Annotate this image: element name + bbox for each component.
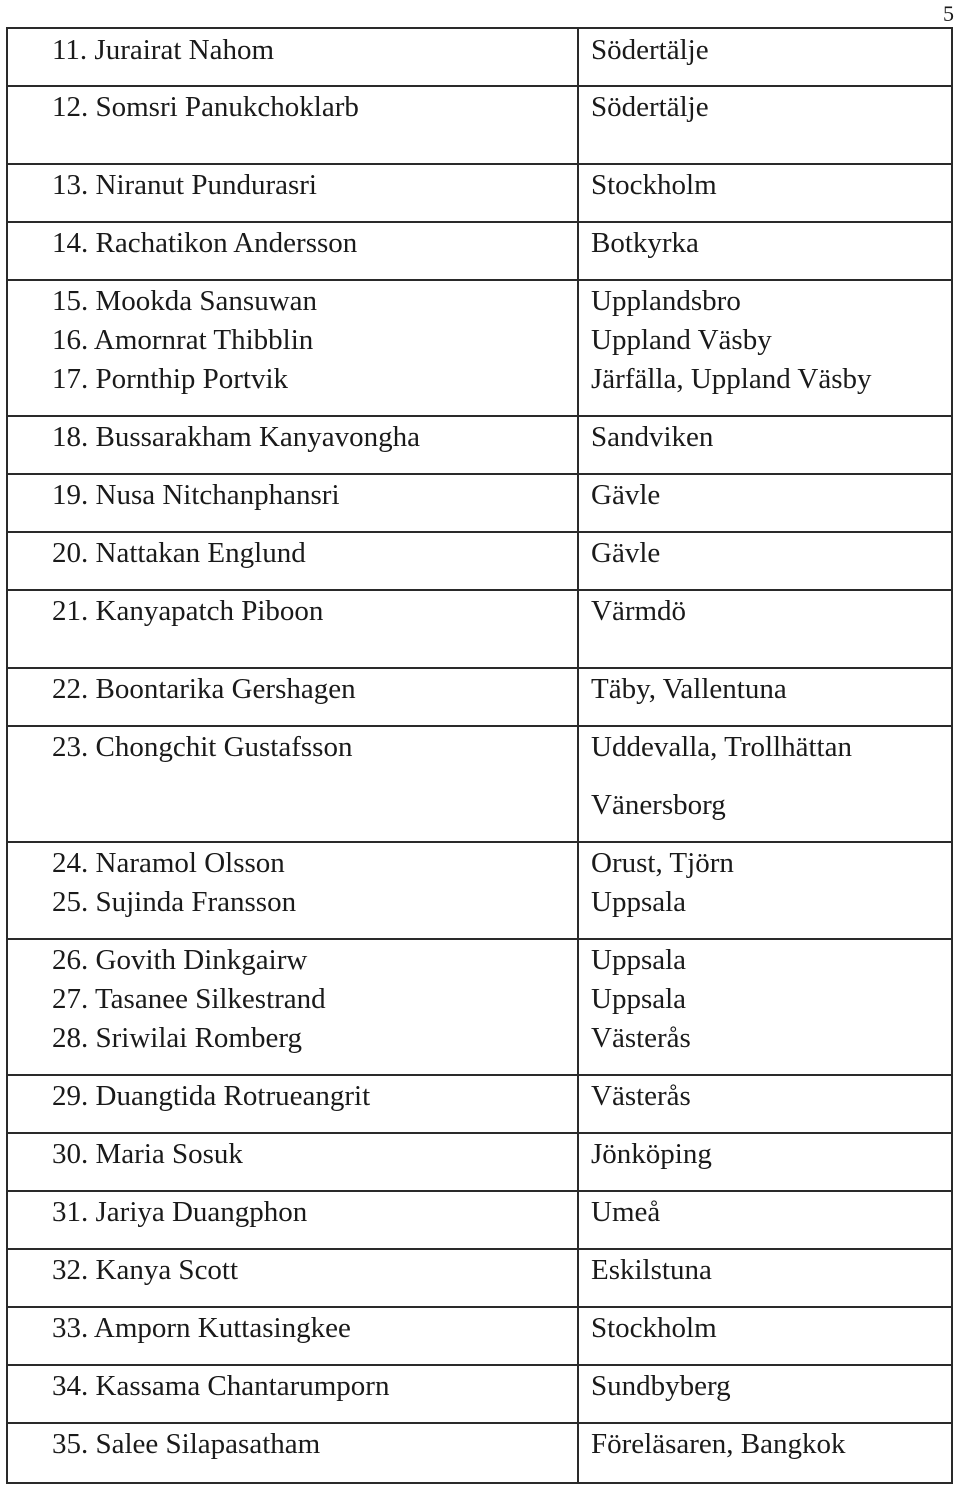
table-row bbox=[8, 87, 951, 165]
participant-name-text: 11. Jurairat Nahom bbox=[52, 34, 275, 66]
participant-name bbox=[8, 591, 579, 667]
participant-city-line: Västerås bbox=[591, 1080, 691, 1112]
table-row bbox=[8, 1076, 951, 1134]
table-row bbox=[8, 165, 951, 223]
participant-city bbox=[579, 1250, 951, 1306]
participant-city bbox=[579, 475, 951, 531]
participant-city bbox=[579, 1018, 951, 1074]
table-row bbox=[8, 29, 951, 87]
participant-name bbox=[8, 1076, 579, 1132]
participant-name-text: 16. Amornrat Thibblin bbox=[52, 324, 314, 356]
participant-name-text: 34. Kassama Chantarumporn bbox=[52, 1370, 390, 1402]
table-row bbox=[8, 940, 951, 979]
table-row bbox=[8, 533, 951, 591]
participant-name-text: 18. Bussarakham Kanyavongha bbox=[52, 421, 421, 453]
participant-name bbox=[8, 1134, 579, 1190]
participant-name bbox=[8, 669, 579, 725]
table-row bbox=[8, 417, 951, 475]
participant-name bbox=[8, 1308, 579, 1364]
participant-name bbox=[8, 1424, 579, 1482]
participant-name-text: 20. Nattakan Englund bbox=[52, 537, 306, 569]
table-row bbox=[8, 320, 951, 359]
participant-name-text: 32. Kanya Scott bbox=[52, 1254, 239, 1286]
participant-name bbox=[8, 223, 579, 279]
participant-name-text: 25. Sujinda Fransson bbox=[52, 886, 297, 918]
participant-name-text: 13. Niranut Pundurasri bbox=[52, 169, 317, 201]
participant-city-line: Föreläsaren, Bangkok bbox=[591, 1428, 846, 1460]
participant-city bbox=[579, 669, 951, 725]
participant-city-line: Uppsala bbox=[591, 944, 687, 976]
participant-name bbox=[8, 533, 579, 589]
participant-name bbox=[8, 165, 579, 221]
table-row bbox=[8, 359, 951, 417]
participant-city-line: Uppsala bbox=[591, 886, 687, 918]
participant-name-text: 28. Sriwilai Romberg bbox=[52, 1022, 302, 1054]
participant-name bbox=[8, 1192, 579, 1248]
participant-city bbox=[579, 165, 951, 221]
table-row bbox=[8, 882, 951, 940]
participant-city-line: Uppland Väsby bbox=[591, 324, 772, 356]
participant-city-line: Södertälje bbox=[591, 91, 709, 123]
participant-name-text: 21. Kanyapatch Piboon bbox=[52, 595, 324, 627]
table-row bbox=[8, 1308, 951, 1366]
participant-name bbox=[8, 29, 579, 85]
participant-name bbox=[8, 843, 579, 882]
participant-name bbox=[8, 940, 579, 979]
participant-city bbox=[579, 320, 951, 359]
participant-name-text: 24. Naramol Olsson bbox=[52, 847, 285, 879]
participant-name bbox=[8, 1250, 579, 1306]
participant-name bbox=[8, 979, 579, 1018]
participant-name-text: 19. Nusa Nitchanphansri bbox=[52, 479, 340, 511]
participant-city bbox=[579, 727, 951, 841]
participant-city bbox=[579, 29, 951, 85]
participant-city bbox=[579, 1308, 951, 1364]
participant-city bbox=[579, 1134, 951, 1190]
table-row bbox=[8, 475, 951, 533]
table-row bbox=[8, 669, 951, 727]
participant-city-line: Järfälla, Uppland Väsby bbox=[591, 363, 872, 395]
table-row bbox=[8, 1250, 951, 1308]
participant-city-line: Stockholm bbox=[591, 1312, 717, 1344]
participant-city-line: Sandviken bbox=[591, 421, 714, 453]
participant-name-text: 22. Boontarika Gershagen bbox=[52, 673, 356, 705]
table-row bbox=[8, 281, 951, 320]
participant-city-line: Uppsala bbox=[591, 983, 687, 1015]
participant-name-text: 35. Salee Silapasatham bbox=[52, 1428, 321, 1460]
table-row bbox=[8, 223, 951, 281]
table-row bbox=[8, 1366, 951, 1424]
table-row bbox=[8, 591, 951, 669]
participant-city-line: Gävle bbox=[591, 479, 661, 511]
participant-city bbox=[579, 843, 951, 882]
participant-city bbox=[579, 1424, 951, 1482]
participant-city bbox=[579, 223, 951, 279]
participant-city bbox=[579, 359, 951, 415]
participant-city-line: Täby, Vallentuna bbox=[591, 673, 787, 705]
table-row bbox=[8, 1134, 951, 1192]
participant-name-text: 12. Somsri Panukchoklarb bbox=[52, 91, 359, 123]
participant-name bbox=[8, 320, 579, 359]
participant-city bbox=[579, 87, 951, 163]
participant-name-text: 30. Maria Sosuk bbox=[52, 1138, 243, 1170]
participant-name-text: 14. Rachatikon Andersson bbox=[52, 227, 358, 259]
participant-city-line: Stockholm bbox=[591, 169, 717, 201]
table-row bbox=[8, 1424, 951, 1482]
participant-name bbox=[8, 87, 579, 163]
table-row bbox=[8, 1192, 951, 1250]
participant-city bbox=[579, 882, 951, 938]
participants-table bbox=[6, 27, 953, 1484]
participant-city-line: Vänersborg bbox=[591, 789, 726, 821]
participant-city bbox=[579, 1366, 951, 1422]
participant-city-line: Orust, Tjörn bbox=[591, 847, 734, 879]
participant-city bbox=[579, 591, 951, 667]
participant-name bbox=[8, 1366, 579, 1422]
table-body bbox=[8, 29, 951, 1482]
participant-name-text: 23. Chongchit Gustafsson bbox=[52, 731, 353, 763]
participant-city-line: Jönköping bbox=[591, 1138, 712, 1170]
participant-city-line: Sundbyberg bbox=[591, 1370, 731, 1402]
table-row bbox=[8, 979, 951, 1018]
participant-name-text: 17. Pornthip Portvik bbox=[52, 363, 289, 395]
participant-city bbox=[579, 417, 951, 473]
participant-city bbox=[579, 940, 951, 979]
participant-name-text: 29. Duangtida Rotrueangrit bbox=[52, 1080, 371, 1112]
participant-name bbox=[8, 417, 579, 473]
participant-city-line: Värmdö bbox=[591, 595, 687, 627]
participant-name-text: 26. Govith Dinkgairw bbox=[52, 944, 308, 976]
participant-name bbox=[8, 1018, 579, 1074]
participant-name-text: 31. Jariya Duangphon bbox=[52, 1196, 308, 1228]
participant-city bbox=[579, 979, 951, 1018]
participant-city-line: Gävle bbox=[591, 537, 661, 569]
participant-city-line: Eskilstuna bbox=[591, 1254, 712, 1286]
table-row bbox=[8, 843, 951, 882]
table-row bbox=[8, 1018, 951, 1076]
participant-city-line: Umeå bbox=[591, 1196, 661, 1228]
participant-name bbox=[8, 359, 579, 415]
participant-name-text: 33. Amporn Kuttasingkee bbox=[52, 1312, 351, 1344]
participant-name bbox=[8, 727, 579, 841]
participant-city-line: Upplandsbro bbox=[591, 285, 741, 317]
participant-city bbox=[579, 1192, 951, 1248]
participant-city bbox=[579, 1076, 951, 1132]
participant-name-text: 27. Tasanee Silkestrand bbox=[52, 983, 326, 1015]
page-number: 5 bbox=[943, 1, 954, 26]
participant-city bbox=[579, 533, 951, 589]
table-row bbox=[8, 727, 951, 843]
participant-city-line: Uddevalla, Trollhättan bbox=[591, 731, 852, 763]
participant-name bbox=[8, 475, 579, 531]
participant-name-text: 15. Mookda Sansuwan bbox=[52, 285, 318, 317]
participant-city bbox=[579, 281, 951, 320]
participant-city-line: Västerås bbox=[591, 1022, 691, 1054]
participant-city-line: Södertälje bbox=[591, 34, 709, 66]
participant-name bbox=[8, 281, 579, 320]
participant-name bbox=[8, 882, 579, 938]
participant-city-line: Botkyrka bbox=[591, 227, 699, 259]
